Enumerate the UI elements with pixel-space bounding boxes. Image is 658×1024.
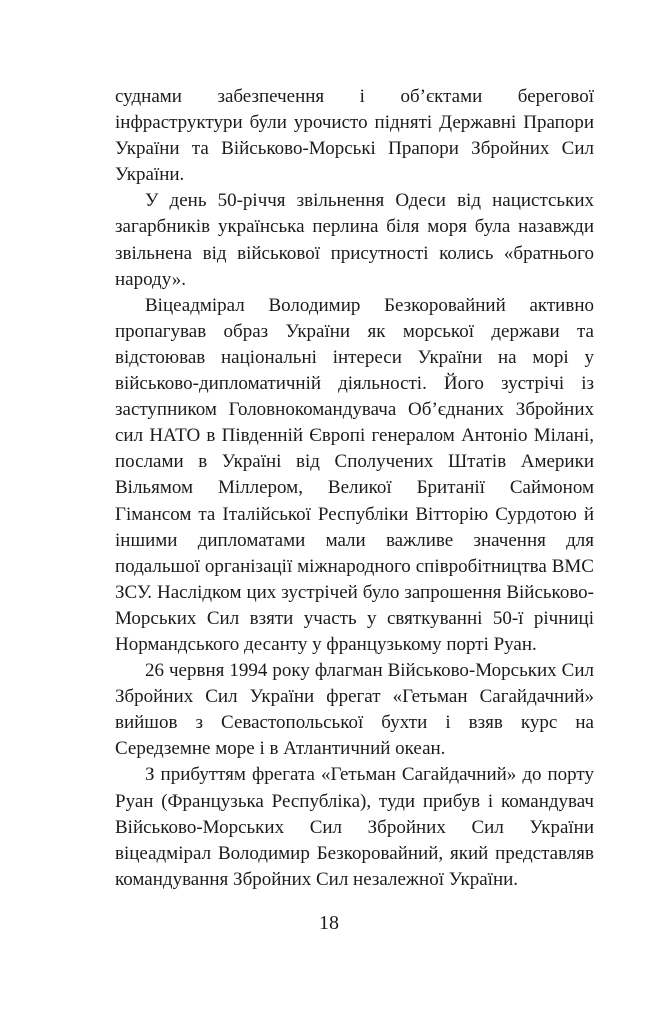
paragraph: У день 50-річчя звільнення Одеси від нацистських загарбників українська перлина біля моря була назавжди звільнена від військової присутності колись «братнього народу». — [115, 190, 594, 290]
paragraph: 26 червня 1994 року флагман Військово-Морських Сил Збройних Сил України фрегат «Гетьман Сагайдачний» вийшов з Севастопольської бухти і взяв курс на Середземне море і в Атлантичний океан. — [115, 660, 594, 760]
paragraph: З прибуттям фрегата «Гетьман Сагайдачний» до порту Руан (Французька Республіка), туди прибув і командувач Військово-Морських Сил Збройних Сил України віцеадмірал Володимир Безкоровайний, який представляв командування Збройних Сил незалежної України. — [115, 764, 594, 890]
page-number: 18 — [319, 912, 339, 934]
body-text — [115, 84, 594, 893]
paragraph: Віцеадмірал Володимир Безкоровайний активно пропагував образ України як морської держави та відстоював національні інтереси України на морі у військово-дипломатичній діяльності. Його зустрічі із заступником Головнокомандувача Об’єднаних Збройних сил НАТО в Південній Європі генералом Антоніо Мілані, послами в Україні від Сполучених Штатів Америки Вільямом Міллером, Великої Британії Саймоном Гімансом та Італійської Республіки Вітторію Сурдотою й іншими дипломатами мали важливе значення для подальшої організації міжнародного співробітництва ВМС ЗСУ. Наслідком цих зустрічей було запрошення Військово-Морських Сил взяти участь у святкуванні 50-ї річниці Нормандського десанту у французькому порті Руан. — [115, 294, 594, 655]
paragraph-continuation: суднами забезпечення і об’єктами берегової інфраструктури були урочисто підняті Державні Прапори України та Військово-Морські Прапори Збройних Сил України. — [115, 86, 594, 186]
